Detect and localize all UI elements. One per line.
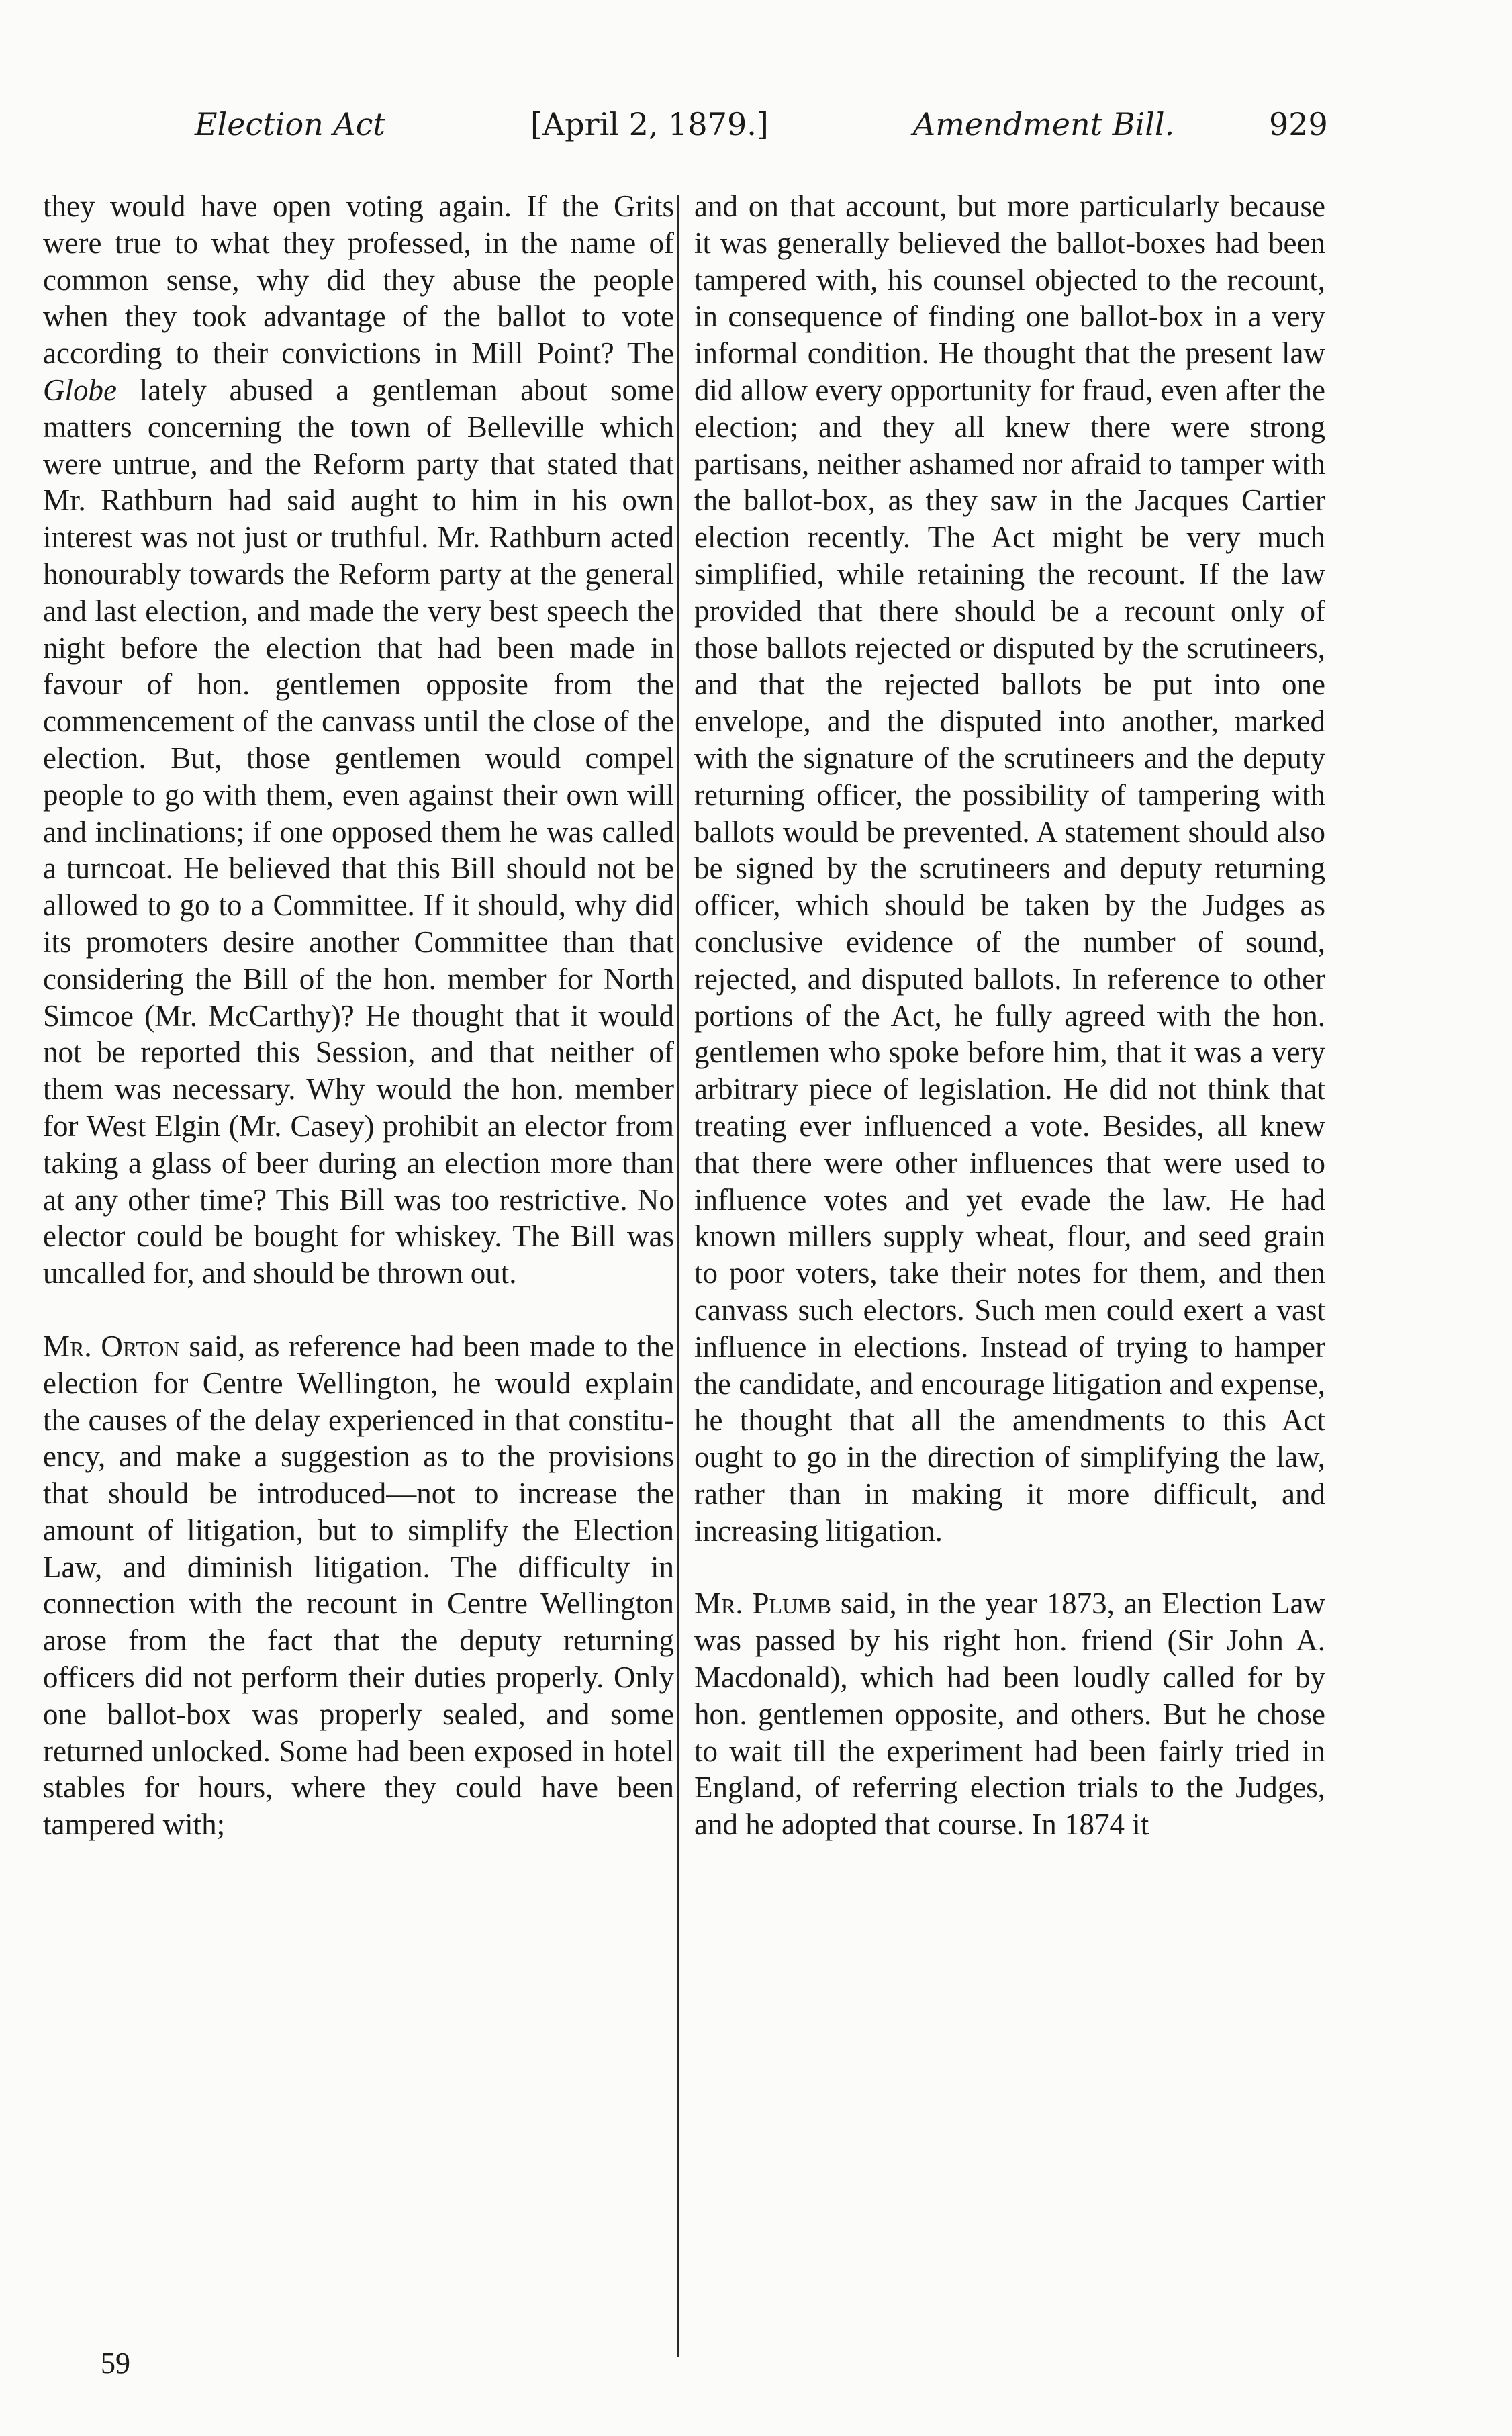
left-paragraph-1-text-b: lately abused a gentleman about some matters concerning the town of Belleville which were untrue, and the Reform party that stated that Mr. Rathburn had said aught to him in his own interest was not just or truthful. Mr. Rathburn acted honourably towards the Reform party at the general and last election, and made the very best speech the night before the election that had been made in favour of hon. gentlemen opposite from the commencement of the canvass until the close of the election. But, those gentlemen would compel people to go with them, even against their own will and inclinations; if one opposed them he was called a turncoat. He believed that this Bill should not be allowed to go to a Committee. If it should, why did its promoters desire another Committee than that considering the Bill of the hon. member for North Simcoe (Mr. McCarthy)? He thought that it would not be reported this Session, and that neither of them was necessary. Why would the hon. member for West Elgin (Mr. Casey) prohibit an elector from taking a glass of beer during an election more than at any other time? This Bill was too restrictive. No elector could be bought for whiskey. The Bill was uncalled for, and should be thrown out. (43, 373, 674, 1291)
header-left-title: Election Act (195, 106, 385, 142)
running-header (181, 101, 1328, 148)
signature-mark: 59 (101, 2347, 130, 2380)
page-number: 929 (1269, 106, 1328, 142)
right-paragraph-2-text: said, in the year 1873, an Election Law was passed by his right hon. friend (Sir John A. Macdonald), which had been loudly called for by hon. gentlemen opposite, and others. But he chose to wait till the experiment had been fairly tried in England, of referring election trials to the Judges, and he adopted that course. In 1874 it (694, 1587, 1325, 1842)
left-paragraph-2-text: said, as reference had been made to the election for Centre Wellington, he would explain the causes of the delay experienced in that constituency, and make a suggestion as to the provisions that should be introduced—not to increase the amount of litigation, but to simplify the Election Law, and diminish litigation. The difficulty in connection with the recount in Centre Wellington arose from the fact that the deputy returning officers did not perform their duties properly. Only one ballot-box was properly sealed, and some returned unlocked. Some had been exposed in hotel stables for hours, where they could have been tampered with; (43, 1329, 674, 1842)
left-paragraph-1 (43, 188, 674, 1292)
header-date: [April 2, 1879.] (530, 106, 769, 142)
globe-title: Globe (43, 373, 117, 407)
right-paragraph-1: and on that account, but more particularly because it was generally believed the ballot-boxes had been tampered with, his counsel objected to the recount, in consequence of finding one ballot-box in a very informal condition. He thought that the present law did allow every opportunity for fraud, even after the election; and they all knew there were strong partisans, neither ashamed nor afraid to tamper with the ballot-box, as they saw in the Jacques Cartier election recently. The Act might be very much simplified, while retaining the recount. If the law provided that there should be a recount only of those ballots rejected or disputed by the scrutineers, and that the rejected ballots be put into one envelope, and the disputed into another, marked with the signature of the scrutineers and the deputy returning officer, the possibility of tampering with ballots would be prevented. A statement should also be signed by the scrutineers and deputy returning officer, which should be taken by the Judges as conclusive evidence of the number of sound, rejected, and disputed ballots. In reference to other portions of the Act, he fully agreed with the hon. gentlemen who spoke before him, that it was a very arbitrary piece of legislation. He did not think that treating ever influenced a vote. Besides, all knew that there were other influences that were used to influence votes and yet evade the law. He had known millers supply wheat, flour, and seed grain to poor voters, take their notes for them, and then canvass such electors. Such men could exert a vast influence in elections. Instead of trying to hamper the candidate, and encourage litigation and expense, he thought that all the amendments to this Act ought to go in the direction of simplifying the law, rather than in making it more difficult, and increasing litigation. (694, 189, 1325, 1548)
left-paragraph-2 (43, 1328, 674, 1843)
right-paragraph-2 (694, 1585, 1325, 1843)
column-divider (677, 195, 679, 2357)
header-right-title: Amendment Bill. (913, 106, 1175, 142)
left-column (43, 188, 674, 1843)
speaker-orton: Mr. Orton (43, 1329, 180, 1363)
left-paragraph-1-text-a: they would have open voting again. If the Grits were true to what they professed, in the name of common sense, why did they abuse the people when they took advantage of the ballot to vote according to their convictions in Mill Point? The (43, 189, 674, 371)
speaker-plumb: Mr. Plumb (694, 1587, 831, 1621)
right-column (694, 188, 1325, 1843)
